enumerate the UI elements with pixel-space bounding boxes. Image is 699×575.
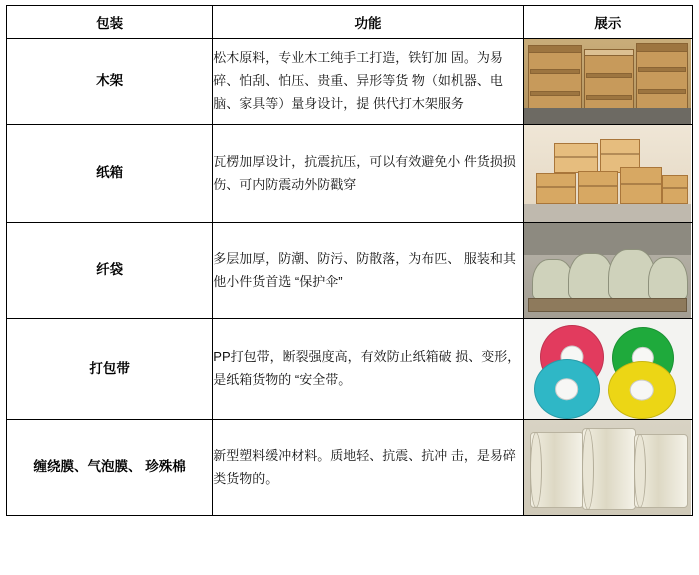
packaging-display	[523, 319, 692, 420]
stretch-film-photo	[524, 420, 691, 515]
packaging-name: 纤袋	[7, 223, 213, 319]
packaging-name: 纸箱	[7, 125, 213, 223]
table-row	[7, 223, 693, 319]
packaging-display	[523, 39, 692, 125]
table-row	[7, 39, 693, 125]
packaging-function: 多层加厚，防潮、防污、防散落，为布匹、 服装和其他小件货首选 “保护伞”	[213, 223, 523, 319]
packaging-table	[6, 5, 693, 516]
column-header-packaging: 包装	[7, 6, 213, 39]
strapping-roll-photo	[524, 319, 691, 419]
table-header-row	[7, 6, 693, 39]
packaging-function: 新型塑料缓冲材料。质地轻、抗震、抗冲 击，是易碎类货物的。	[213, 420, 523, 516]
packaging-function: 松木原料，专业木工纯手工打造，铁钉加 固。为易碎、怕刮、怕压、贵重、异形等货 物（如机器、电脑、家具等）量身设计，提 供代打木架服务	[213, 39, 523, 125]
document-page	[0, 5, 699, 575]
packaging-function: 瓦楞加厚设计，抗震抗压，可以有效避免小 件货损损伤、可内防震动外防戳穿	[213, 125, 523, 223]
carton-box-photo	[524, 125, 691, 222]
table-row	[7, 125, 693, 223]
packaging-function: PP打包带，断裂强度高，有效防止纸箱破 损、变形，是纸箱货物的 “安全带。	[213, 319, 523, 420]
wooden-crate-photo	[524, 39, 691, 124]
packaging-display	[523, 420, 692, 516]
woven-bag-photo	[524, 223, 691, 318]
packaging-name: 打包带	[7, 319, 213, 420]
packaging-display	[523, 125, 692, 223]
packaging-name: 缠绕膜、气泡膜、 珍殊棉	[7, 420, 213, 516]
table-row	[7, 319, 693, 420]
table-row	[7, 420, 693, 516]
packaging-name: 木架	[7, 39, 213, 125]
column-header-display: 展示	[523, 6, 692, 39]
packaging-display	[523, 223, 692, 319]
column-header-function: 功能	[213, 6, 523, 39]
